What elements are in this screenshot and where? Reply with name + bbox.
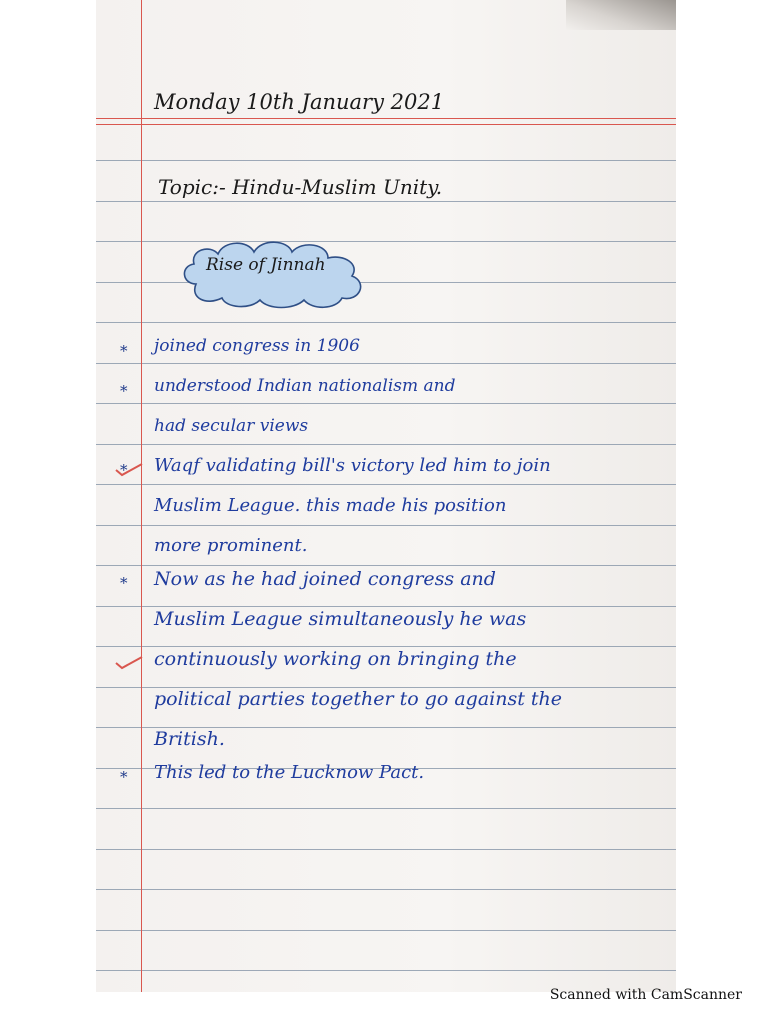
note-line: had secular views: [154, 416, 309, 436]
bullet-star-icon: *: [120, 382, 128, 400]
notebook-page: [96, 0, 676, 992]
note-line: Now as he had joined congress and: [154, 568, 496, 590]
ruled-line: [96, 403, 676, 404]
note-line: understood Indian nationalism and: [154, 376, 456, 396]
date-heading: Monday 10th January 2021: [154, 90, 445, 114]
margin-line: [141, 0, 142, 992]
ruled-line: [96, 322, 676, 323]
ruled-line: [96, 484, 676, 485]
note-line: Muslim League simultaneously he was: [154, 608, 527, 630]
scanner-watermark: Scanned with CamScanner: [549, 987, 742, 1003]
section-heading: Rise of Jinnah: [206, 255, 326, 275]
ruled-line: [96, 525, 676, 526]
note-line: Waqf validating bill's victory led him to join: [154, 455, 551, 476]
ruled-line: [96, 849, 676, 850]
note-line: political parties together to go against the: [154, 688, 563, 710]
note-line: joined congress in 1906: [154, 336, 360, 356]
ruled-line: [96, 160, 676, 161]
ruled-line: [96, 646, 676, 647]
topic-heading: Topic:- Hindu-Muslim Unity.: [158, 175, 443, 199]
ruled-line: [96, 201, 676, 202]
ruled-line: [96, 970, 676, 971]
ruled-line: [96, 930, 676, 931]
red-tick-icon: [114, 461, 144, 479]
ruled-line: [96, 606, 676, 607]
note-line: British.: [154, 728, 225, 750]
bullet-star-icon: *: [120, 574, 128, 592]
header-rule-2: [96, 124, 676, 125]
ruled-line: [96, 444, 676, 445]
note-line: This led to the Lucknow Pact.: [154, 762, 425, 783]
bullet-star-icon: *: [120, 342, 128, 360]
ruled-line: [96, 889, 676, 890]
header-rule-1: [96, 118, 676, 119]
note-line: more prominent.: [154, 535, 308, 556]
bullet-star-icon: *: [120, 768, 128, 786]
ruled-line: [96, 363, 676, 364]
ruled-line: [96, 808, 676, 809]
ruled-line: [96, 565, 676, 566]
page-corner-shadow: [566, 0, 676, 30]
note-line: Muslim League. this made his position: [154, 495, 507, 516]
note-line: continuously working on bringing the: [154, 648, 517, 670]
bullet-star-icon: *: [120, 461, 128, 479]
red-tick-icon: [114, 654, 144, 672]
